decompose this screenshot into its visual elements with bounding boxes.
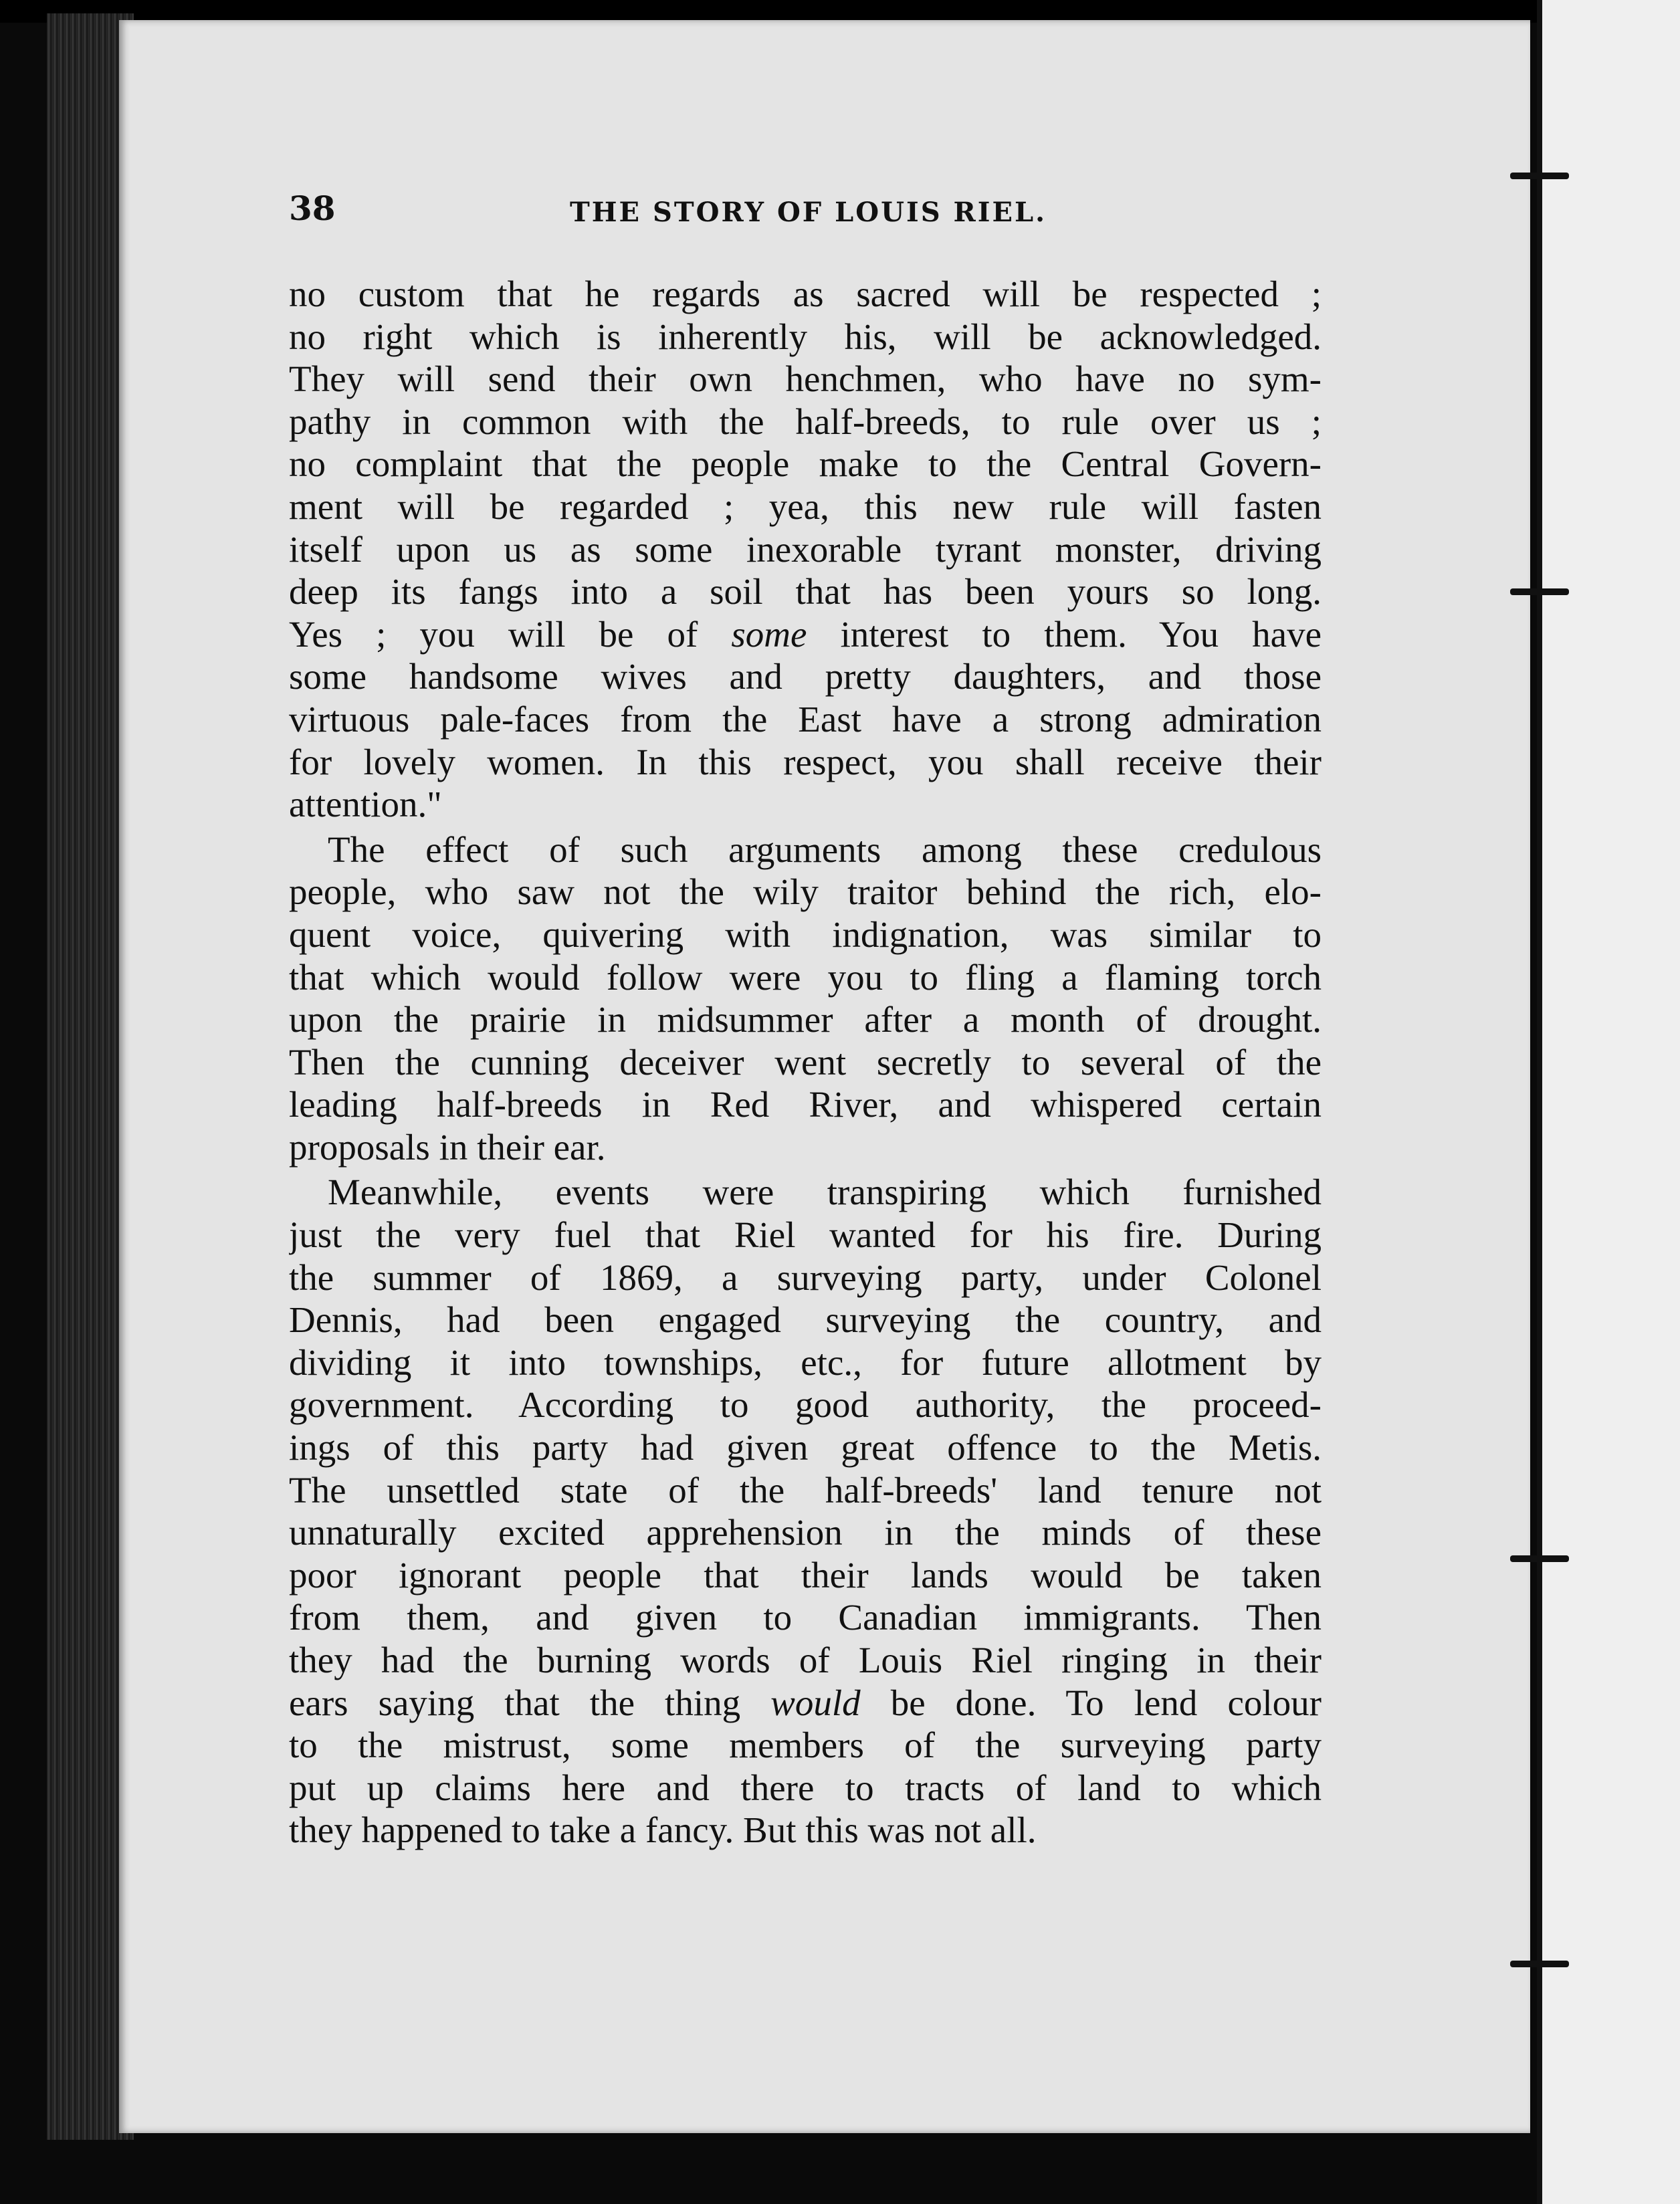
text-line: Yes ; you will be of some interest to them. You have — [289, 613, 1322, 655]
text-line: people, who saw not the wily traitor behind the rich, elo- — [289, 871, 1322, 913]
text-line: no complaint that the people make to the Central Govern- — [289, 443, 1322, 485]
text-line: some handsome wives and pretty daughters, and those — [289, 656, 1322, 697]
page-number: 38 — [289, 189, 336, 228]
text-line: Meanwhile, events were transpiring which furnished — [328, 1172, 1322, 1213]
binding-tick-mark — [1510, 1555, 1569, 1562]
text-line: for lovely women. In this respect, you shall receive their — [289, 741, 1322, 782]
paragraph — [289, 1171, 1322, 1852]
text-line: to the mistrust, some members of the surveying party — [289, 1725, 1322, 1766]
text-line: just the very fuel that Riel wanted for his fire. During — [289, 1214, 1322, 1256]
text-line: that which would follow were you to fling a flaming torch — [289, 956, 1322, 998]
text-line: ings of this party had given great offence to the Metis. — [289, 1427, 1322, 1468]
text-line: no custom that he regards as sacred will be respected ; — [289, 273, 1322, 314]
text-line: leading half-breeds in Red River, and whispered certain — [289, 1084, 1322, 1125]
text-line: deep its fangs into a soil that has been yours so long. — [289, 571, 1322, 613]
text-line: they had the burning words of Louis Riel ringing in their — [289, 1640, 1322, 1680]
binding-line — [1537, 0, 1542, 2204]
binding-tick-mark — [1510, 173, 1569, 179]
text-line: dividing it into townships, etc., for future allotment by — [289, 1341, 1322, 1383]
text-line: The effect of such arguments among these credulous — [328, 829, 1322, 870]
text-line: pathy in common with the half-breeds, to rule over us ; — [289, 401, 1322, 442]
text-line: Dennis, had been engaged surveying the country, and — [289, 1299, 1322, 1341]
text-line: put up claims here and there to tracts of land to which — [289, 1767, 1322, 1808]
paragraph — [289, 273, 1322, 826]
text-line: from them, and given to Canadian immigrants. Then — [289, 1597, 1322, 1638]
text-line: the summer of 1869, a surveying party, under Colonel — [289, 1256, 1322, 1298]
text-line: unnaturally excited apprehension in the minds of these — [289, 1512, 1322, 1553]
text-line: poor ignorant people that their lands would be taken — [289, 1554, 1322, 1595]
text-line: upon the prairie in midsummer after a month of drought. — [289, 999, 1322, 1040]
text-line: itself upon us as some inexorable tyrant monster, driving — [289, 528, 1322, 570]
running-title: THE STORY OF LOUIS RIEL. — [570, 197, 1047, 228]
text-line: quent voice, quivering with indignation, was similar to — [289, 913, 1322, 955]
text-line: Then the cunning deceiver went secretly to several of the — [289, 1041, 1322, 1083]
text-line: ment will be regarded ; yea, this new rule will fasten — [289, 485, 1322, 527]
facing-page-margin — [1542, 0, 1680, 2204]
page-header — [289, 189, 1332, 242]
text-line: ears saying that the thing would be done. To lend colour — [289, 1682, 1322, 1723]
text-line: they happened to take a fancy. But this was not all. — [289, 1809, 1037, 1851]
text-line: virtuous pale-faces from the East have a strong admiration — [289, 698, 1322, 740]
text-line: The unsettled state of the half-breeds' land tenure not — [289, 1469, 1322, 1511]
binding-tick-mark — [1510, 588, 1569, 595]
text-line: proposals in their ear. — [289, 1126, 606, 1168]
text-line: no right which is inherently his, will be acknowledged. — [289, 316, 1322, 357]
text-line: government. According to good authority, the proceed- — [289, 1384, 1322, 1426]
binding-tick-mark — [1510, 1961, 1569, 1967]
text-line: They will send their own henchmen, who have no sym- — [289, 358, 1322, 400]
text-line: attention." — [289, 784, 442, 825]
body-text — [289, 273, 1322, 1852]
paragraph — [289, 829, 1322, 1169]
scan-top-border — [0, 0, 1538, 23]
